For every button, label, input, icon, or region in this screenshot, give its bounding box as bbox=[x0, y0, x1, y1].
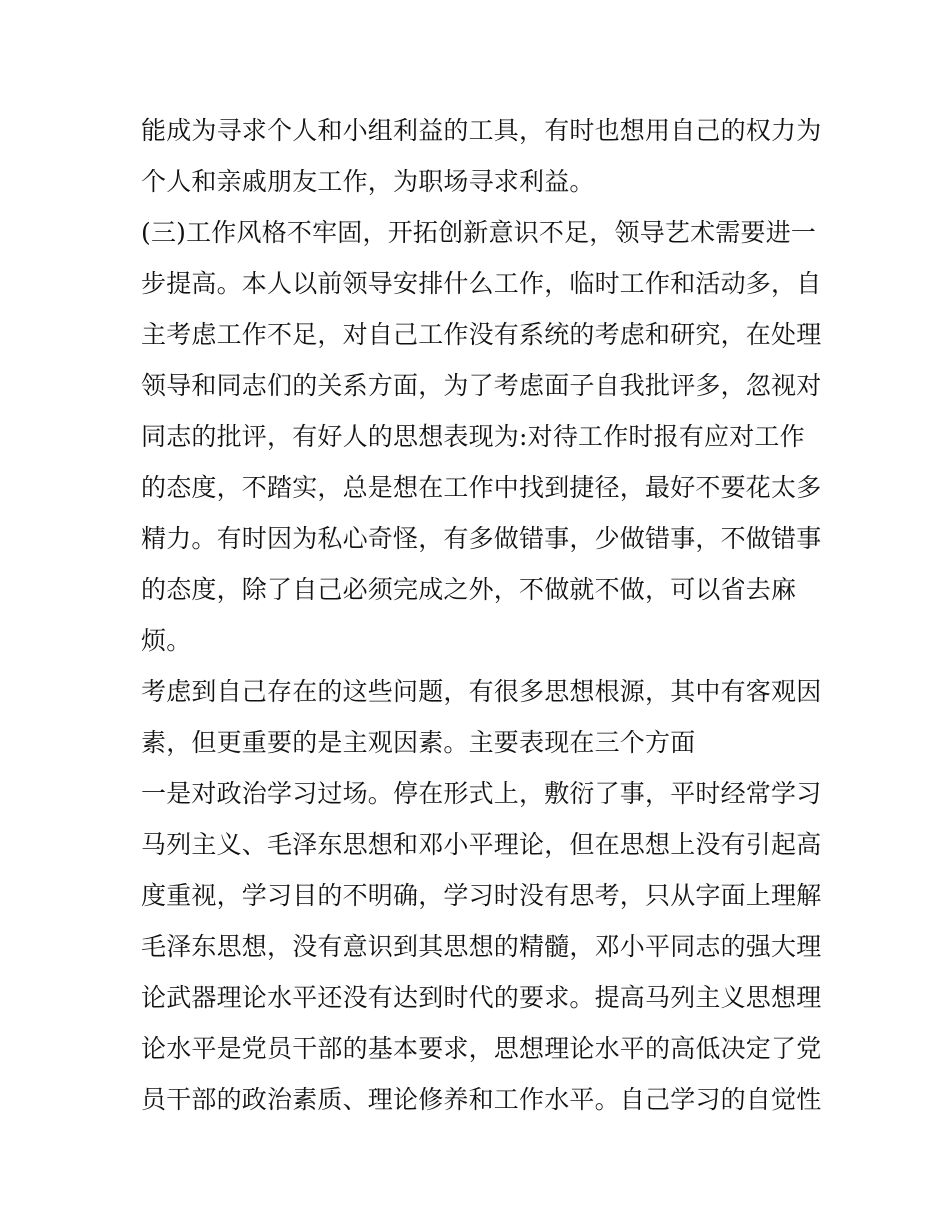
text-line: 毛泽东思想，没有意识到其思想的精髓，邓小平同志的强大理 bbox=[141, 932, 822, 961]
text-line: 论水平是党员干部的基本要求，思想理论水平的高低决定了党 bbox=[141, 1034, 822, 1063]
text-line: 度重视，学习目的不明确，学习时没有思考，只从字面上理解 bbox=[141, 881, 822, 910]
text-line: 烦。 bbox=[141, 626, 192, 655]
text-line: 能成为寻求个人和小组利益的工具，有时也想用自己的权力为 bbox=[141, 116, 822, 145]
text-line: 考虑到自己存在的这些问题，有很多思想根源，其中有客观因 bbox=[141, 677, 822, 706]
text-line: 素，但更重要的是主观因素。主要表现在三个方面 bbox=[141, 728, 696, 757]
text-line: 主考虑工作不足，对自己工作没有系统的考虑和研究，在处理 bbox=[141, 320, 822, 349]
text-line: (三)工作风格不牢固，开拓创新意识不足，领导艺术需要进一 bbox=[141, 218, 817, 247]
text-line: 步提高。本人以前领导安排什么工作，临时工作和活动多，自 bbox=[141, 269, 822, 298]
text-line: 精力。有时因为私心奇怪，有多做错事，少做错事，不做错事 bbox=[141, 524, 822, 553]
text-line: 的态度，不踏实，总是想在工作中找到捷径，最好不要花太多 bbox=[141, 473, 822, 502]
text-line: 论武器理论水平还没有达到时代的要求。提高马列主义思想理 bbox=[141, 983, 822, 1012]
text-line: 个人和亲戚朋友工作，为职场寻求利益。 bbox=[141, 167, 595, 196]
text-line: 一是对政治学习过场。停在形式上，敷衍了事，平时经常学习 bbox=[141, 779, 822, 808]
text-line: 的态度，除了自己必须完成之外，不做就不做，可以省去麻 bbox=[141, 575, 797, 604]
document-body bbox=[141, 105, 821, 1125]
text-line: 马列主义、毛泽东思想和邓小平理论，但在思想上没有引起高 bbox=[141, 830, 822, 859]
text-line: 同志的批评，有好人的思想表现为:对待工作时报有应对工作 bbox=[141, 422, 805, 451]
text-line: 员干部的政治素质、理论修养和工作水平。自己学习的自觉性 bbox=[141, 1085, 822, 1114]
text-line: 领导和同志们的关系方面，为了考虑面子自我批评多，忽视对 bbox=[141, 371, 822, 400]
